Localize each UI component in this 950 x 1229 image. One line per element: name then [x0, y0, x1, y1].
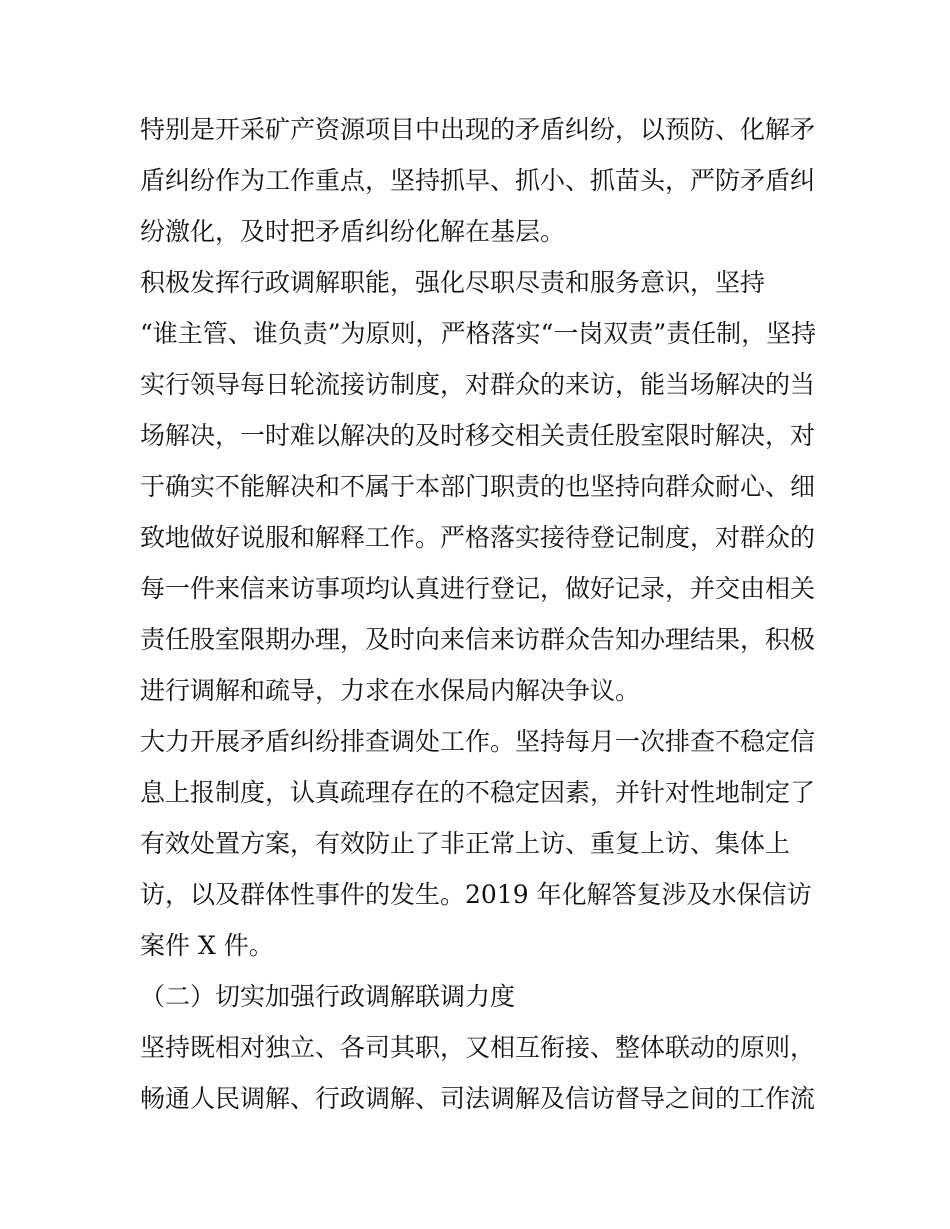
- text-line: 责任股室限期办理，及时向来信来访群众告知办理结果，积极: [140, 625, 816, 654]
- text-line: 纷激化，及时把矛盾纠纷化解在基层。: [140, 217, 566, 246]
- text-line: 致地做好说服和解释工作。严格落实接待登记制度，对群众的: [140, 523, 816, 552]
- text-line: 坚持既相对独立、各司其职，又相互衔接、整体联动的原则，: [140, 1033, 816, 1062]
- text-line: 于确实不能解决和不属于本部门职责的也坚持向群众耐心、细: [140, 472, 816, 501]
- text-line: 访，以及群体性事件的发生。2019 年化解答复涉及水保信访: [140, 880, 812, 909]
- text-line: 大力开展矛盾纠纷排查调处工作。坚持每月一次排查不稳定信: [140, 727, 816, 756]
- text-line: 积极发挥行政调解职能，强化尽职尽责和服务意识，坚持: [140, 268, 766, 297]
- text-line: 特别是开采矿产资源项目中出现的矛盾纠纷，以预防、化解矛: [140, 115, 816, 144]
- text-line: “谁主管、谁负责”为原则，严格落实“一岗双责”责任制，坚持: [140, 319, 817, 348]
- document-body: [140, 104, 820, 1124]
- text-line: 场解决，一时难以解决的及时移交相关责任股室限时解决，对: [140, 421, 816, 450]
- text-line: 畅通人民调解、行政调解、司法调解及信访督导之间的工作流: [140, 1084, 816, 1113]
- section-heading: （二）切实加强行政调解联调力度: [140, 982, 516, 1011]
- text-line: 有效处置方案，有效防止了非正常上访、重复上访、集体上: [140, 829, 791, 858]
- text-line: 每一件来信来访事项均认真进行登记，做好记录，并交由相关: [140, 574, 816, 603]
- text-line: 息上报制度，认真疏理存在的不稳定因素，并针对性地制定了: [140, 778, 816, 807]
- text-line: 进行调解和疏导，力求在水保局内解决争议。: [140, 676, 641, 705]
- text-line: 案件 X 件。: [140, 931, 274, 960]
- text-line: 实行领导每日轮流接访制度，对群众的来访，能当场解决的当: [140, 370, 816, 399]
- text-line: 盾纠纷作为工作重点，坚持抓早、抓小、抓苗头，严防矛盾纠: [140, 166, 816, 195]
